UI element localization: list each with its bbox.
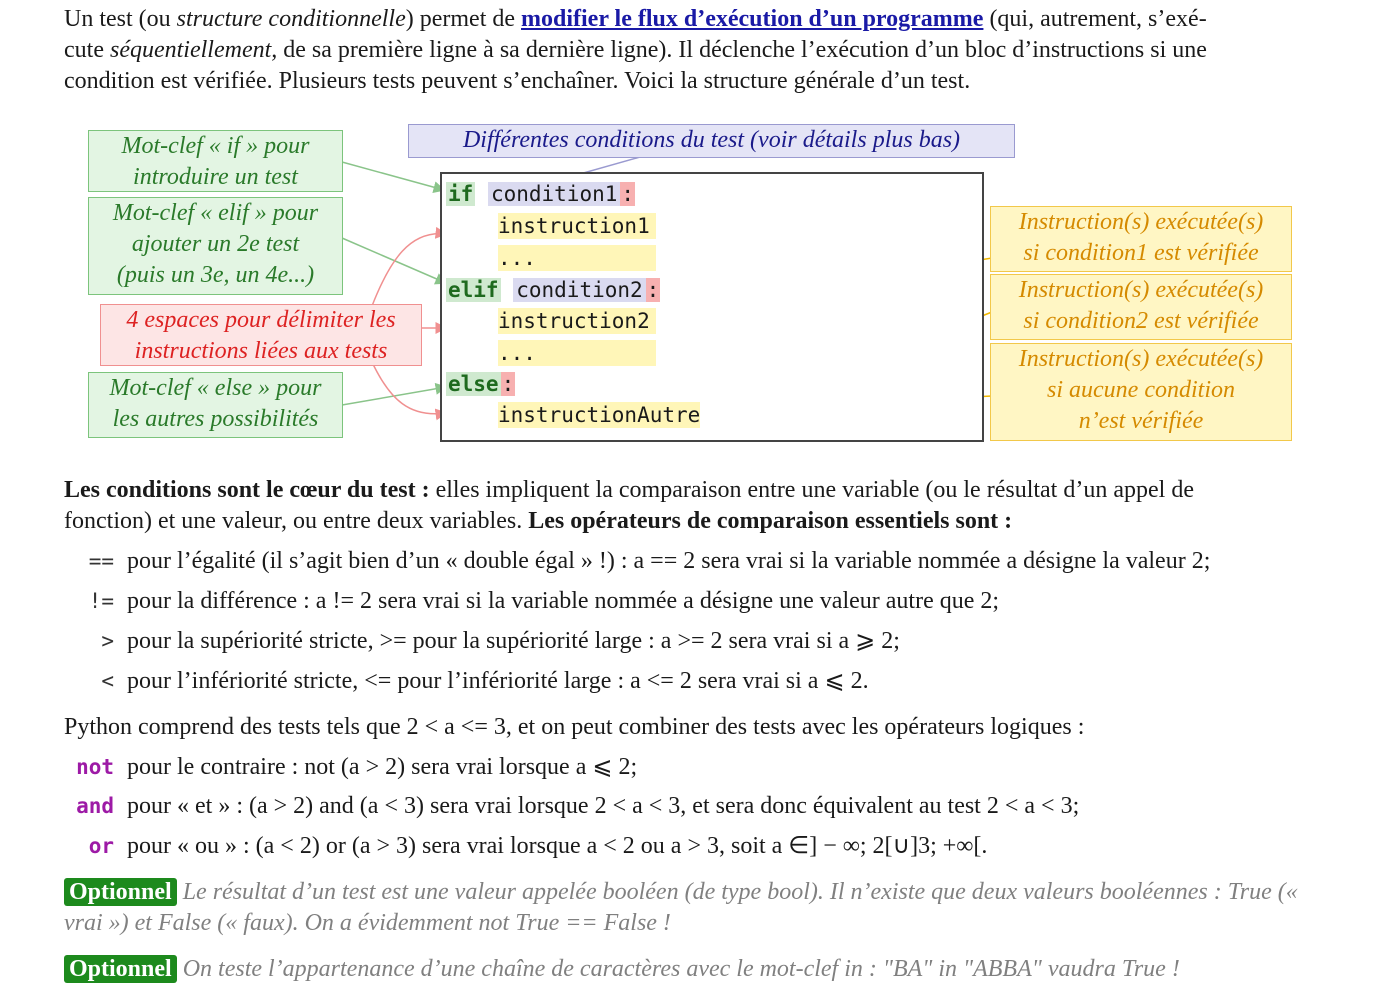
code-line-if: if condition1 : — [448, 182, 635, 206]
flow-link[interactable]: modifier le flux d’exécution d’un programme — [521, 6, 984, 32]
if-keyword-note: Mot-clef « if » pour introduire un test — [88, 130, 343, 192]
code-line-instr1: instruction1 — [498, 213, 656, 239]
optional-note-boolean: Optionnel Le résultat d’un test est une valeur appelée booléen (de type bool). Il n’existe que deux valeurs booléennes : True (« vrai ») et False (« faux). On a évidemment not True == False ! — [64, 879, 1298, 936]
code-line-else: else : — [448, 372, 515, 396]
intro-paragraph: Un test (ou structure conditionnelle) permet de modifier le flux d’exécution d’un programme (qui, autrement, s’exé- cute séquentiellement, de sa première ligne à sa dernière ligne). Il déclenche l’exécution d’un bloc d’instructions si une condition est vérifiée. Plusieurs tests peuvent s’enchaîner. Voici la structure générale d’un test. — [64, 6, 1207, 94]
exec-else-note: Instruction(s) exécutée(s) si aucune condition n’est vérifiée — [990, 343, 1292, 441]
else-keyword-note: Mot-clef « else » pour les autres possibilités — [88, 372, 343, 438]
logic-intro: Python comprend des tests tels que 2 < a <= 3, et on peut combiner des tests avec les opérateurs logiques : — [64, 714, 1085, 740]
code-line-elif: elif condition2 : — [448, 278, 660, 302]
exec-if-note: Instruction(s) exécutée(s) si condition1 est vérifiée — [990, 206, 1292, 272]
conditions-paragraph: Les conditions sont le cœur du test : elles impliquent la comparaison entre une variable (ou le résultat d’un appel de fonction) et une valeur, ou entre deux variables. Les opérateurs de comparaison essentiels sont : — [64, 477, 1194, 534]
code-line-instr2: instruction2 — [498, 308, 656, 334]
exec-elif-note: Instruction(s) exécutée(s) si condition2 est vérifiée — [990, 274, 1292, 340]
optional-badge: Optionnel — [64, 878, 177, 906]
optional-badge: Optionnel — [64, 955, 177, 983]
code-line-dots2: ... — [498, 340, 656, 366]
conditions-note: Différentes conditions du test (voir détails plus bas) — [408, 124, 1015, 158]
elif-keyword-note: Mot-clef « elif » pour ajouter un 2e test (puis un 3e, un 4e...) — [88, 197, 343, 295]
optional-note-in: Optionnel On teste l’appartenance d’une chaîne de caractères avec le mot-clef in : "BA" in "ABBA" vaudra True ! — [64, 954, 1324, 985]
code-line-instr-other: instructionAutre — [498, 403, 701, 427]
indent-spaces-note: 4 espaces pour délimiter les instructions liées aux tests — [100, 304, 422, 366]
code-line-dots1: ... — [498, 245, 656, 271]
